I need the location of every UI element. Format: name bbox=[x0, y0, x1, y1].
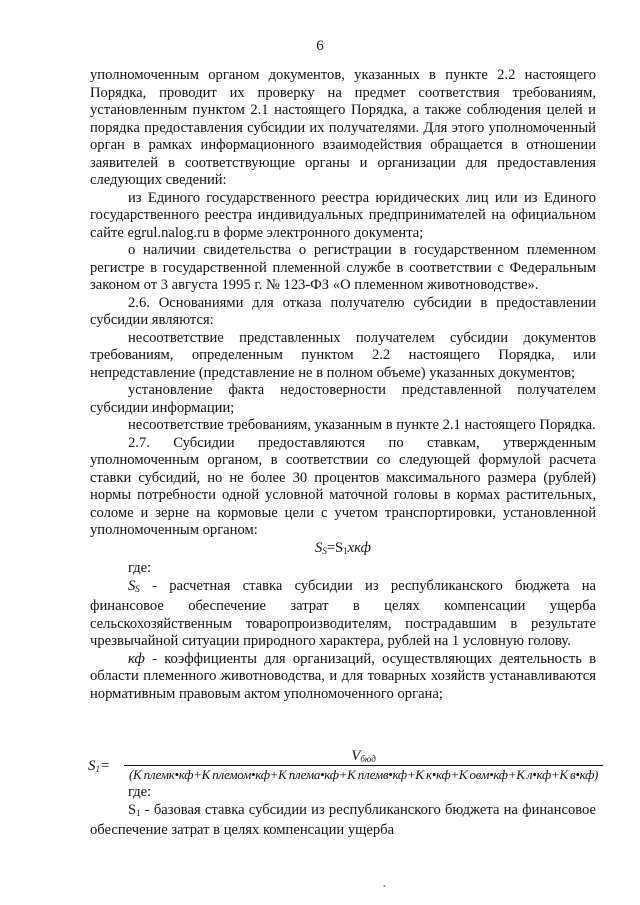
fraction-bar bbox=[124, 765, 603, 766]
where-label: где: bbox=[128, 560, 152, 576]
formula-ss: $S_S=S_1хкф$ bbox=[315, 539, 371, 556]
paragraph: несоответствие представленных получателем субсидии документов требованиям, определенным пунктом 2.2 настоящего Порядка, или непредставление (представление не в полном объеме) указанных документов; bbox=[90, 329, 596, 381]
paragraph: из Единого государственного реестра юридических лиц или из Единого государственного реестра индивидуальных предпринимателей на официальном сайте egrul.nalog.ru в форме электронного документа; bbox=[90, 189, 596, 241]
paragraph: 2.6. Основаниями для отказа получателю субсидии в предоставлении субсидии являются: bbox=[90, 294, 596, 328]
formula-s1-numerator: $V_{бюд}$ bbox=[351, 748, 376, 764]
paragraph: уполномоченным органом документов, указанных в пункте 2.2 настоящего Порядка, проводит их проверку на предмет соответствия требованиям, установленным пунктом 2.1 настоящего Порядка, а также соблюдения целей и порядка предоставления субсидии их получателями. Для этого уполномоченный орган в рамках информационного взаимодействия обращается в отношении заявителей в соответствующие органы и организации для предоставления следующих сведений: bbox=[90, 67, 596, 188]
definition-s1: $S_1$ - базовая ставка субсидии из республиканского бюджета на финансовое обеспечение затрат в целях компенсации ущерба bbox=[90, 801, 596, 838]
formula-s1-lhs: $S_1=$ bbox=[88, 758, 111, 774]
paragraph: о наличии свидетельства о регистрации в государственном племенном регистре в государственной племенной службе в соответствии с Федеральным законом от 3 августа 1995 г. № 123-ФЗ «О племенном животноводстве». bbox=[90, 242, 596, 293]
formula-s1 bbox=[88, 748, 603, 784]
paragraph: несоответствие требованиям, указанным в пункте 2.1 настоящего Порядка. bbox=[128, 417, 596, 433]
where-label: где: bbox=[128, 784, 152, 800]
definition-ss: $S_S$ - расчетная ставка субсидии из республиканского бюджета на финансовое обеспечение затрат в целях компенсации ущерба сельскохозяйственным товаропроизводителям, пострадавшим в результате чрезвычайной ситуации природного характера, рублей на 1 условную голову. bbox=[90, 577, 596, 649]
document-body bbox=[90, 67, 596, 703]
scan-mark: • bbox=[383, 882, 386, 891]
paragraph: установление факта недостоверности представленной получателем субсидии информации; bbox=[90, 382, 596, 416]
paragraph: 2.7. Субсидии предоставляются по ставкам, утвержденным уполномоченным органом, в соответствии со следующей формулой расчета ставки субсидий, но не более 30 процентов максимального размера (рублей) нормы потребности одной условной маточной головы в кормах растительных, соломе и зерне на кормовые цели с учетом транспортировки, установленной уполномоченным органом: bbox=[90, 434, 596, 538]
definition-kf: кф - коэффициенты для организаций, осуществляющих деятельность в области племенного животноводства, и для товарных хозяйств устанавливаются нормативным правовым актом уполномоченного органа; bbox=[90, 650, 596, 702]
page-number: 6 bbox=[316, 38, 324, 54]
document-body-continued bbox=[90, 784, 596, 840]
formula-s1-denominator: (K племк•кф+K племом•кф+K плема•кф+K племв•кф+K к•кф+K овм•кф+K л•кф+K в•кф) bbox=[128, 767, 599, 782]
